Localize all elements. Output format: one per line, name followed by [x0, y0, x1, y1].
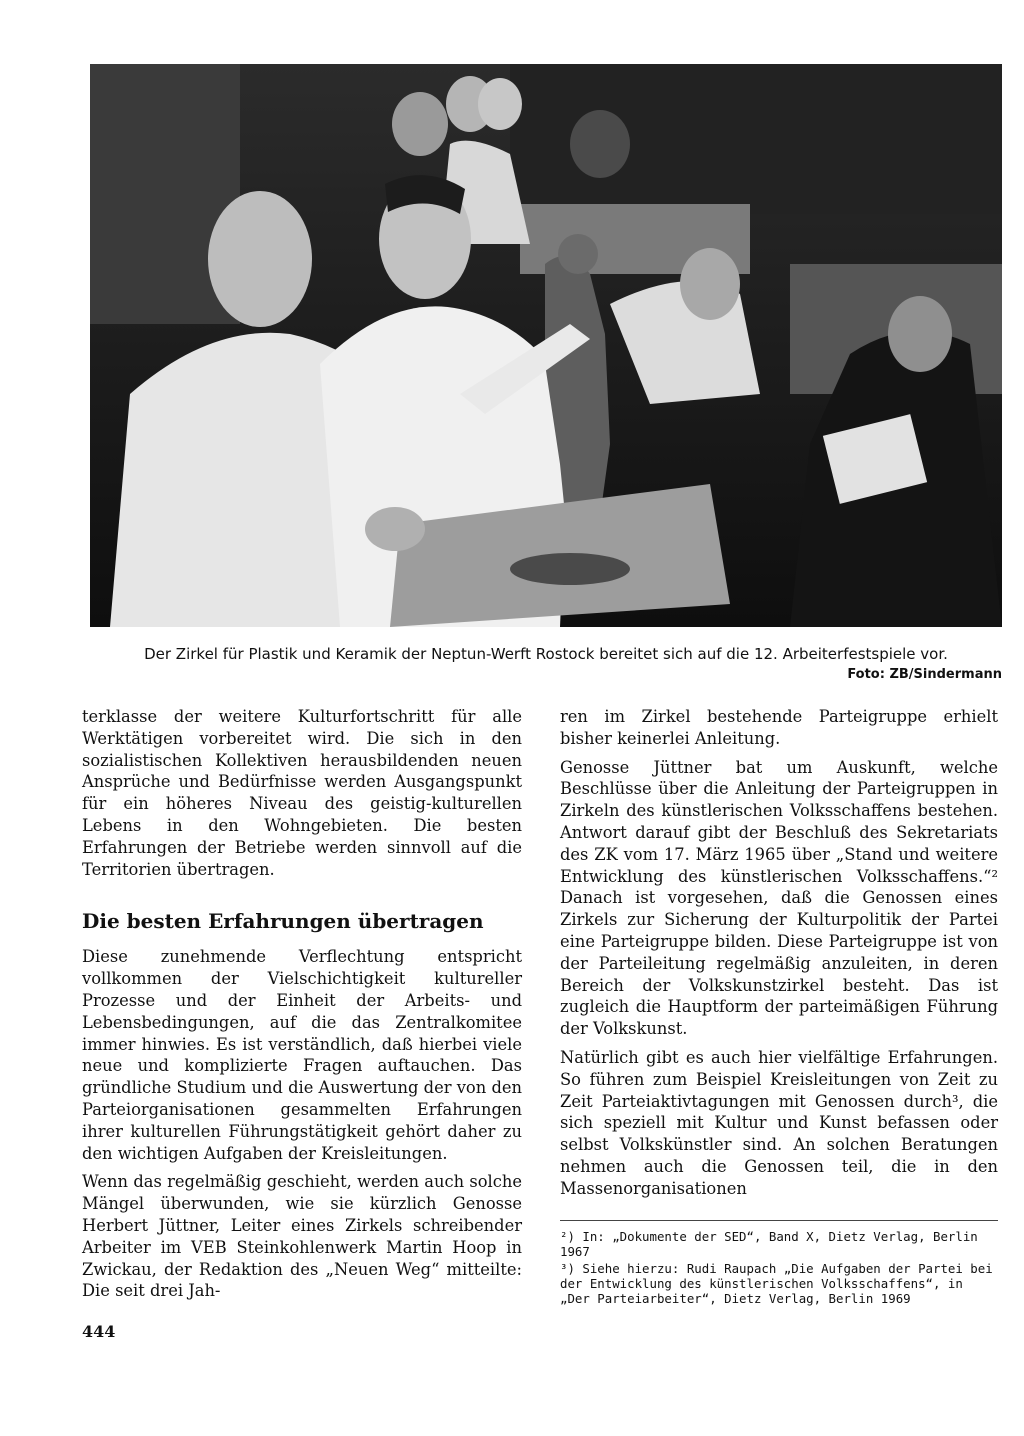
right-paragraph-2: Genosse Jüttner bat um Auskunft, welche Beschlüsse über die Anleitung der Parteigruppen in Zirkeln des künstlerischen Volksschaffens bestehen. Antwort darauf gibt der Beschluß des Sekretariats des ZK vom 17. März 1965 über „Stand und weitere Entwicklung des künstlerischen Volksschaffens.“² Danach ist vorgesehen, daß die Genossen eines Zirkels zur Sicherung der Kulturpolitik der Partei eine Parteigruppe bilden. Diese Parteigruppe ist von der Parteileitung regelmäßig anzuleiten, in deren Bereich der Volkskunstzirkel besteht. Das ist zugleich die Hauptform der parteimäßigen Führung der Volkskunst. [560, 757, 998, 1039]
photo-illustration [90, 64, 1002, 627]
left-paragraph-2: Diese zunehmende Verflechtung entspricht vollkommen der Vielschichtigkeit kultureller Prozesse und der Einheit der Arbeits- und Lebensbedingungen, auf die das Zentralkomitee immer hinwies. Es ist verständlich, daß hierbei viele neue und komplizierte Fragen auftauchen. Das gründliche Studium und die Auswertung der von den Parteiorganisationen gesammelten Erfahrungen ihrer kulturellen Führungstätigkeit gehört daher zu den wichtigen Aufgaben der Kreisleitungen. [82, 947, 522, 1163]
footnotes [560, 1220, 998, 1308]
right-paragraph-3: Natürlich gibt es auch hier vielfältige Erfahrungen. So führen zum Beispiel Kreisleitungen von Zeit zu Zeit Parteiaktivtagungen mit Genossen durch³, die sich speziell mit Kultur und Kunst befassen oder selbst Volkskünstler sind. An solchen Beratungen nehmen auch die Genossen teil, die in den Massenorganisationen [560, 1047, 998, 1198]
section-heading: Die besten Erfahrungen übertragen [82, 909, 484, 934]
footnote-3: ³) Siehe hierzu: Rudi Raupach „Die Aufgaben der Partei bei der Entwicklung des künstlerischen Volksschaffens“, in „Der Parteiarbeiter“, Dietz Verlag, Berlin 1969 [560, 1261, 993, 1306]
left-column [82, 706, 522, 1309]
photo-credit: Foto: ZB/Sindermann [847, 667, 1002, 682]
right-paragraph-1: ren im Zirkel bestehende Parteigruppe erhielt bisher keinerlei Anleitung. [560, 707, 998, 748]
footnote-2: ²) In: „Dokumente der SED“, Band X, Dietz Verlag, Berlin 1967 [560, 1229, 978, 1259]
left-paragraph-1: terklasse der weitere Kulturfortschritt für alle Werktätigen vorbereitet wird. Die sich in den sozialistischen Kollektiven herausbildenden neuen Ansprüche und Bedürfnisse werden Ausgangspunkt für ein höheres Niveau des geistig-kulturellen Lebens in den Wohngebieten. Die besten Erfahrungen der Betriebe werden sinnvoll auf die Territorien übertragen. [82, 707, 522, 879]
workshop-photo [90, 64, 1002, 627]
photo-caption: Der Zirkel für Plastik und Keramik der Neptun-Werft Rostock bereitet sich auf die 12. Arbeiterfestspiele vor. [144, 645, 948, 663]
right-column [560, 706, 998, 1207]
page-number: 444 [82, 1322, 116, 1341]
left-paragraph-3: Wenn das regelmäßig geschieht, werden auch solche Mängel überwunden, wie sie kürzlich Genosse Herbert Jüttner, Leiter eines Zirkels schreibender Arbeiter im VEB Steinkohlenwerk Martin Hoop in Zwickau, der Redaktion des „Neuen Weg“ mitteilte: Die seit drei Jah- [82, 1172, 522, 1301]
